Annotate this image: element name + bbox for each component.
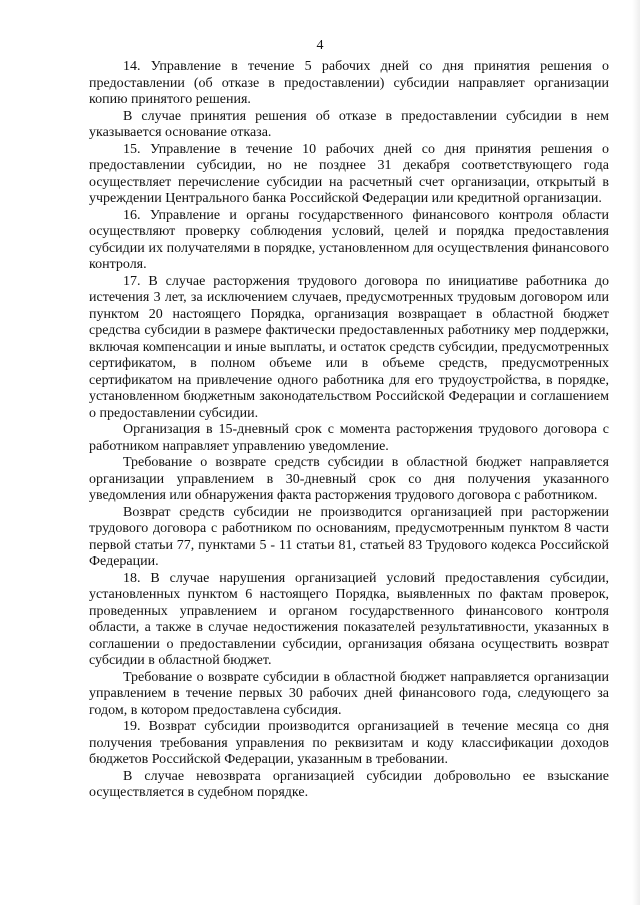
paragraph-17: 17. В случае расторжения трудового договора по инициативе работника до истечения 3 лет, за исключением случаев, предусмотренных трудовым договором или пунктом 20 настоящего Порядка, организация возвращает в областной бюджет средства субсидии в размере фактически предоставленных работнику мер поддержки, включая компенсации и иные выплаты, и остаток средств субсидии, предусмотренных сертификатом, в полном объеме или в объеме средств, предусмотренных сертификатом на привлечение одного работника для его трудоустройства, в порядке, установленном бюджетным законодательством Российской Федерации и соглашением о предоставлении субсидии. — [89, 273, 609, 421]
paragraph-19: 19. Возврат субсидии производится организацией в течение месяца со дня получения требования управления по реквизитам и коду классификации доходов бюджетов Российской Федерации, указанным в требовании. — [89, 719, 609, 767]
paragraph-17-notification: Организация в 15-дневный срок с момента расторжения трудового договора с работником направляет управлению уведомление. — [89, 422, 609, 454]
paragraph-16: 16. Управление и органы государственного финансового контроля области осуществляют проверку соблюдения условий, целей и порядка предоставления субсидии их получателями в порядке, установленном для осуществления финансового контроля. — [89, 207, 609, 272]
paragraph-14-refusal: В случае принятия решения об отказе в предоставлении субсидии в нем указывается основание отказа. — [89, 108, 609, 140]
scan-edge-shadow — [632, 0, 640, 905]
paragraph-18-requirement: Требование о возврате субсидии в областной бюджет направляется организации управлением в течение первых 30 рабочих дней финансового года, следующего за годом, в котором предоставлена субсидия. — [89, 669, 609, 718]
paragraph-15: 15. Управление в течение 10 рабочих дней со дня принятия решения о предоставлении субсидии, но не позднее 31 декабря соответствующего года осуществляет перечисление субсидии на расчетный счет организации, открытый в учреждении Центрального банка Российской Федерации или кредитной организации. — [89, 141, 609, 206]
page-number: 4 — [316, 38, 324, 53]
paragraph-17-requirement: Требование о возврате средств субсидии в областной бюджет направляется организации управлением в 30-дневный срок со дня получения указанного уведомления или обнаружения факта расторжения трудового договора с работником. — [89, 455, 609, 503]
paragraph-18: 18. В случае нарушения организацией условий предоставления субсидии, установленных пунктом 6 настоящего Порядка, выявленных по фактам проверок, проведенных управлением и органом государственного финансового контроля области, а также в случае недостижения показателей результативности, указанных в соглашении о предоставлении субсидии, организация обязана осуществить возврат субсидии в областной бюджет. — [89, 570, 609, 668]
paragraph-17-exception: Возврат средств субсидии не производится организацией при расторжении трудового договора с работником по основаниям, предусмотренным пунктом 8 части первой статьи 77, пунктами 5 - 11 статьи 81, статьей 83 Трудового кодекса Российской Федерации. — [89, 504, 609, 569]
paragraph-14: 14. Управление в течение 5 рабочих дней со дня принятия решения о предоставлении (об отказе в предоставлении) субсидии направляет организации копию принятого решения. — [89, 59, 609, 107]
document-body — [89, 59, 609, 802]
paragraph-19-court: В случае невозврата организацией субсидии добровольно ее взыскание осуществляется в судебном порядке. — [89, 768, 609, 800]
